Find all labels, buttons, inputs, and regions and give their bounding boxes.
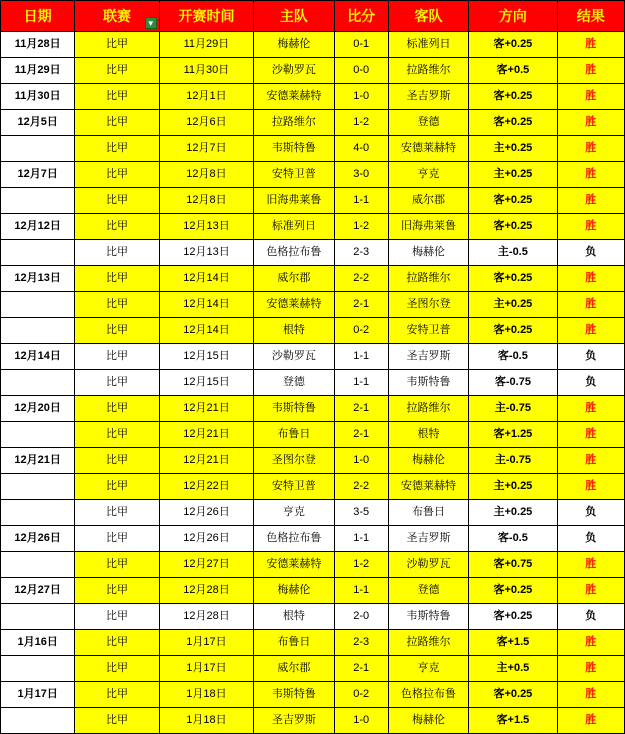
cell-away-team: 安德莱赫特 <box>388 474 468 500</box>
cell-league: 比甲 <box>75 110 159 136</box>
cell-away-team: 圣吉罗斯 <box>388 526 468 552</box>
cell-result: 胜 <box>557 162 624 188</box>
cell-away-team: 韦斯特鲁 <box>388 604 468 630</box>
cell-away-team: 布鲁日 <box>388 500 468 526</box>
cell-direction: 客+1.5 <box>469 630 557 656</box>
cell-result: 负 <box>557 604 624 630</box>
cell-date <box>1 500 75 526</box>
cell-score: 0-2 <box>334 682 388 708</box>
cell-date: 1月16日 <box>1 630 75 656</box>
cell-home-team: 拉路维尔 <box>254 110 334 136</box>
cell-direction: 客-0.5 <box>469 526 557 552</box>
cell-score: 3-5 <box>334 500 388 526</box>
cell-home-team: 威尔郡 <box>254 266 334 292</box>
cell-score: 1-2 <box>334 552 388 578</box>
cell-score: 0-0 <box>334 58 388 84</box>
cell-league: 比甲 <box>75 370 159 396</box>
cell-date: 12月20日 <box>1 396 75 422</box>
cell-league: 比甲 <box>75 682 159 708</box>
cell-date <box>1 188 75 214</box>
cell-date <box>1 318 75 344</box>
table-row <box>1 344 625 370</box>
cell-time: 1月17日 <box>159 630 253 656</box>
table-row <box>1 188 625 214</box>
table-row <box>1 656 625 682</box>
cell-score: 1-1 <box>334 344 388 370</box>
cell-away-team: 根特 <box>388 422 468 448</box>
cell-direction: 客+1.5 <box>469 708 557 734</box>
table-row <box>1 136 625 162</box>
cell-date: 12月7日 <box>1 162 75 188</box>
cell-away-team: 安德莱赫特 <box>388 136 468 162</box>
cell-date <box>1 370 75 396</box>
cell-home-team: 安特卫普 <box>254 162 334 188</box>
cell-home-team: 梅赫伦 <box>254 578 334 604</box>
cell-score: 2-1 <box>334 422 388 448</box>
cell-date: 12月5日 <box>1 110 75 136</box>
cell-home-team: 旧海弗莱鲁 <box>254 188 334 214</box>
cell-direction: 客+0.25 <box>469 214 557 240</box>
cell-away-team: 拉路维尔 <box>388 266 468 292</box>
cell-date <box>1 604 75 630</box>
cell-away-team: 色格拉布鲁 <box>388 682 468 708</box>
cell-date <box>1 552 75 578</box>
cell-result: 胜 <box>557 58 624 84</box>
cell-score: 2-2 <box>334 474 388 500</box>
cell-result: 负 <box>557 344 624 370</box>
cell-home-team: 标准列日 <box>254 214 334 240</box>
cell-league: 比甲 <box>75 448 159 474</box>
column-header-date[interactable] <box>1 1 75 32</box>
table-row <box>1 318 625 344</box>
cell-direction: 客-0.5 <box>469 344 557 370</box>
cell-result: 胜 <box>557 136 624 162</box>
cell-league: 比甲 <box>75 84 159 110</box>
cell-time: 12月13日 <box>159 214 253 240</box>
cell-league: 比甲 <box>75 422 159 448</box>
cell-result: 胜 <box>557 292 624 318</box>
cell-home-team: 威尔郡 <box>254 656 334 682</box>
cell-direction: 客+1.25 <box>469 422 557 448</box>
cell-away-team: 梅赫伦 <box>388 448 468 474</box>
cell-time: 12月14日 <box>159 266 253 292</box>
cell-date: 12月13日 <box>1 266 75 292</box>
cell-score: 2-1 <box>334 396 388 422</box>
cell-away-team: 登德 <box>388 110 468 136</box>
cell-direction: 客-0.75 <box>469 370 557 396</box>
column-header-label: 比分 <box>347 7 376 24</box>
cell-away-team: 安特卫普 <box>388 318 468 344</box>
cell-league: 比甲 <box>75 656 159 682</box>
cell-direction: 客+0.25 <box>469 682 557 708</box>
cell-direction: 客+0.25 <box>469 32 557 58</box>
cell-date: 1月17日 <box>1 682 75 708</box>
cell-home-team: 沙勒罗瓦 <box>254 344 334 370</box>
table-row <box>1 396 625 422</box>
cell-time: 12月6日 <box>159 110 253 136</box>
cell-away-team: 标准列日 <box>388 32 468 58</box>
cell-score: 1-2 <box>334 214 388 240</box>
cell-home-team: 安德莱赫特 <box>254 292 334 318</box>
cell-direction: 主+0.25 <box>469 162 557 188</box>
cell-home-team: 亨克 <box>254 500 334 526</box>
cell-date <box>1 708 75 734</box>
cell-direction: 客+0.25 <box>469 578 557 604</box>
cell-away-team: 梅赫伦 <box>388 708 468 734</box>
cell-home-team: 安德莱赫特 <box>254 552 334 578</box>
cell-league: 比甲 <box>75 396 159 422</box>
cell-score: 2-0 <box>334 604 388 630</box>
filter-icon[interactable]: ▼ <box>145 17 157 29</box>
cell-league: 比甲 <box>75 500 159 526</box>
cell-home-team: 安特卫普 <box>254 474 334 500</box>
cell-home-team: 登德 <box>254 370 334 396</box>
cell-direction: 主+0.5 <box>469 656 557 682</box>
cell-date: 12月27日 <box>1 578 75 604</box>
cell-time: 12月21日 <box>159 448 253 474</box>
cell-direction: 主+0.25 <box>469 500 557 526</box>
cell-score: 1-0 <box>334 708 388 734</box>
cell-away-team: 圣图尔登 <box>388 292 468 318</box>
cell-date: 12月26日 <box>1 526 75 552</box>
table-row <box>1 604 625 630</box>
cell-direction: 客+0.5 <box>469 58 557 84</box>
cell-direction: 客+0.25 <box>469 110 557 136</box>
cell-home-team: 布鲁日 <box>254 422 334 448</box>
cell-league: 比甲 <box>75 240 159 266</box>
cell-score: 1-0 <box>334 84 388 110</box>
cell-league: 比甲 <box>75 214 159 240</box>
cell-result: 胜 <box>557 110 624 136</box>
cell-time: 12月22日 <box>159 474 253 500</box>
cell-result: 胜 <box>557 396 624 422</box>
cell-direction: 主-0.75 <box>469 448 557 474</box>
cell-score: 0-2 <box>334 318 388 344</box>
cell-league: 比甲 <box>75 474 159 500</box>
cell-date <box>1 292 75 318</box>
table-row <box>1 370 625 396</box>
cell-direction: 主-0.5 <box>469 240 557 266</box>
cell-date <box>1 656 75 682</box>
cell-away-team: 韦斯特鲁 <box>388 370 468 396</box>
cell-league: 比甲 <box>75 136 159 162</box>
table-row <box>1 84 625 110</box>
cell-home-team: 布鲁日 <box>254 630 334 656</box>
column-header-label: 客队 <box>414 7 443 24</box>
cell-time: 12月27日 <box>159 552 253 578</box>
cell-result: 胜 <box>557 318 624 344</box>
column-header-league[interactable] <box>75 1 159 32</box>
column-header-label: 联赛 <box>103 7 132 24</box>
cell-result: 胜 <box>557 552 624 578</box>
cell-league: 比甲 <box>75 578 159 604</box>
cell-direction: 主+0.25 <box>469 292 557 318</box>
table-row <box>1 240 625 266</box>
cell-date: 12月21日 <box>1 448 75 474</box>
cell-league: 比甲 <box>75 344 159 370</box>
cell-score: 1-1 <box>334 578 388 604</box>
cell-score: 2-1 <box>334 292 388 318</box>
cell-time: 12月13日 <box>159 240 253 266</box>
table-row <box>1 526 625 552</box>
cell-home-team: 梅赫伦 <box>254 32 334 58</box>
cell-away-team: 圣吉罗斯 <box>388 344 468 370</box>
cell-home-team: 安德莱赫特 <box>254 84 334 110</box>
column-header-label: 日期 <box>23 7 52 24</box>
cell-date <box>1 240 75 266</box>
cell-result: 胜 <box>557 32 624 58</box>
cell-home-team: 沙勒罗瓦 <box>254 58 334 84</box>
cell-league: 比甲 <box>75 162 159 188</box>
column-header-away[interactable] <box>388 1 468 32</box>
cell-time: 12月7日 <box>159 136 253 162</box>
column-header-time[interactable] <box>159 1 253 32</box>
table-row <box>1 162 625 188</box>
cell-away-team: 沙勒罗瓦 <box>388 552 468 578</box>
table-body <box>1 32 625 734</box>
column-header-label: 结果 <box>576 7 605 24</box>
cell-time: 12月8日 <box>159 188 253 214</box>
table-row <box>1 58 625 84</box>
cell-result: 胜 <box>557 578 624 604</box>
cell-score: 1-1 <box>334 526 388 552</box>
cell-league: 比甲 <box>75 318 159 344</box>
cell-result: 胜 <box>557 266 624 292</box>
cell-result: 负 <box>557 500 624 526</box>
cell-date <box>1 136 75 162</box>
table-row <box>1 500 625 526</box>
table-row <box>1 32 625 58</box>
cell-away-team: 登德 <box>388 578 468 604</box>
cell-away-team: 旧海弗莱鲁 <box>388 214 468 240</box>
cell-direction: 客+0.25 <box>469 266 557 292</box>
cell-direction: 客+0.25 <box>469 604 557 630</box>
cell-result: 胜 <box>557 630 624 656</box>
cell-time: 1月18日 <box>159 682 253 708</box>
cell-score: 1-1 <box>334 370 388 396</box>
cell-away-team: 梅赫伦 <box>388 240 468 266</box>
cell-home-team: 根特 <box>254 318 334 344</box>
cell-league: 比甲 <box>75 266 159 292</box>
cell-direction: 主+0.25 <box>469 136 557 162</box>
table-row <box>1 474 625 500</box>
table-row <box>1 708 625 734</box>
column-header-score[interactable] <box>334 1 388 32</box>
cell-home-team: 圣图尔登 <box>254 448 334 474</box>
table-row <box>1 292 625 318</box>
cell-home-team: 色格拉布鲁 <box>254 526 334 552</box>
cell-result: 胜 <box>557 84 624 110</box>
cell-time: 12月8日 <box>159 162 253 188</box>
table-row <box>1 578 625 604</box>
cell-score: 4-0 <box>334 136 388 162</box>
cell-time: 11月30日 <box>159 58 253 84</box>
cell-time: 1月18日 <box>159 708 253 734</box>
cell-date: 11月28日 <box>1 32 75 58</box>
cell-direction: 客+0.75 <box>469 552 557 578</box>
table-row <box>1 448 625 474</box>
cell-league: 比甲 <box>75 552 159 578</box>
table-row <box>1 682 625 708</box>
cell-time: 12月1日 <box>159 84 253 110</box>
cell-league: 比甲 <box>75 604 159 630</box>
cell-home-team: 韦斯特鲁 <box>254 136 334 162</box>
cell-home-team: 圣吉罗斯 <box>254 708 334 734</box>
cell-result: 胜 <box>557 474 624 500</box>
cell-result: 胜 <box>557 214 624 240</box>
cell-result: 胜 <box>557 422 624 448</box>
cell-league: 比甲 <box>75 58 159 84</box>
cell-score: 2-2 <box>334 266 388 292</box>
table-row <box>1 630 625 656</box>
table-row <box>1 214 625 240</box>
cell-time: 12月14日 <box>159 292 253 318</box>
cell-result: 胜 <box>557 188 624 214</box>
cell-time: 12月15日 <box>159 370 253 396</box>
cell-away-team: 亨克 <box>388 162 468 188</box>
cell-time: 12月28日 <box>159 578 253 604</box>
cell-home-team: 色格拉布鲁 <box>254 240 334 266</box>
cell-direction: 主+0.25 <box>469 474 557 500</box>
column-header-label: 开赛时间 <box>178 7 235 24</box>
table-row <box>1 552 625 578</box>
cell-time: 12月21日 <box>159 422 253 448</box>
cell-time: 12月14日 <box>159 318 253 344</box>
cell-time: 12月26日 <box>159 526 253 552</box>
cell-time: 11月29日 <box>159 32 253 58</box>
cell-away-team: 亨克 <box>388 656 468 682</box>
column-header-result[interactable] <box>557 1 624 32</box>
table-row <box>1 110 625 136</box>
cell-home-team: 根特 <box>254 604 334 630</box>
cell-score: 3-0 <box>334 162 388 188</box>
cell-away-team: 圣吉罗斯 <box>388 84 468 110</box>
cell-time: 12月26日 <box>159 500 253 526</box>
cell-score: 1-2 <box>334 110 388 136</box>
cell-score: 1-1 <box>334 188 388 214</box>
cell-away-team: 拉路维尔 <box>388 396 468 422</box>
cell-time: 12月15日 <box>159 344 253 370</box>
cell-result: 胜 <box>557 682 624 708</box>
cell-league: 比甲 <box>75 630 159 656</box>
cell-result: 胜 <box>557 448 624 474</box>
cell-direction: 主-0.75 <box>469 396 557 422</box>
cell-result: 负 <box>557 370 624 396</box>
cell-league: 比甲 <box>75 708 159 734</box>
cell-result: 胜 <box>557 656 624 682</box>
cell-home-team: 韦斯特鲁 <box>254 682 334 708</box>
cell-result: 胜 <box>557 708 624 734</box>
cell-direction: 客+0.25 <box>469 318 557 344</box>
table-row <box>1 422 625 448</box>
cell-date: 12月14日 <box>1 344 75 370</box>
column-header-label: 主队 <box>279 7 308 24</box>
cell-score: 0-1 <box>334 32 388 58</box>
cell-score: 2-1 <box>334 656 388 682</box>
cell-score: 2-3 <box>334 240 388 266</box>
column-header-direction[interactable] <box>469 1 557 32</box>
cell-away-team: 拉路维尔 <box>388 58 468 84</box>
cell-direction: 客+0.25 <box>469 188 557 214</box>
cell-away-team: 威尔郡 <box>388 188 468 214</box>
cell-result: 负 <box>557 526 624 552</box>
cell-date: 11月29日 <box>1 58 75 84</box>
cell-score: 2-3 <box>334 630 388 656</box>
table-header-row <box>1 1 625 32</box>
cell-away-team: 拉路维尔 <box>388 630 468 656</box>
cell-home-team: 韦斯特鲁 <box>254 396 334 422</box>
cell-score: 1-0 <box>334 448 388 474</box>
cell-league: 比甲 <box>75 526 159 552</box>
cell-league: 比甲 <box>75 188 159 214</box>
cell-league: 比甲 <box>75 32 159 58</box>
column-header-label: 方向 <box>498 7 527 24</box>
cell-direction: 客+0.25 <box>469 84 557 110</box>
cell-date <box>1 474 75 500</box>
cell-result: 负 <box>557 240 624 266</box>
cell-time: 1月17日 <box>159 656 253 682</box>
cell-date: 12月12日 <box>1 214 75 240</box>
cell-date <box>1 422 75 448</box>
cell-time: 12月28日 <box>159 604 253 630</box>
cell-time: 12月21日 <box>159 396 253 422</box>
cell-date: 11月30日 <box>1 84 75 110</box>
cell-league: 比甲 <box>75 292 159 318</box>
column-header-home[interactable] <box>254 1 334 32</box>
table-row <box>1 266 625 292</box>
